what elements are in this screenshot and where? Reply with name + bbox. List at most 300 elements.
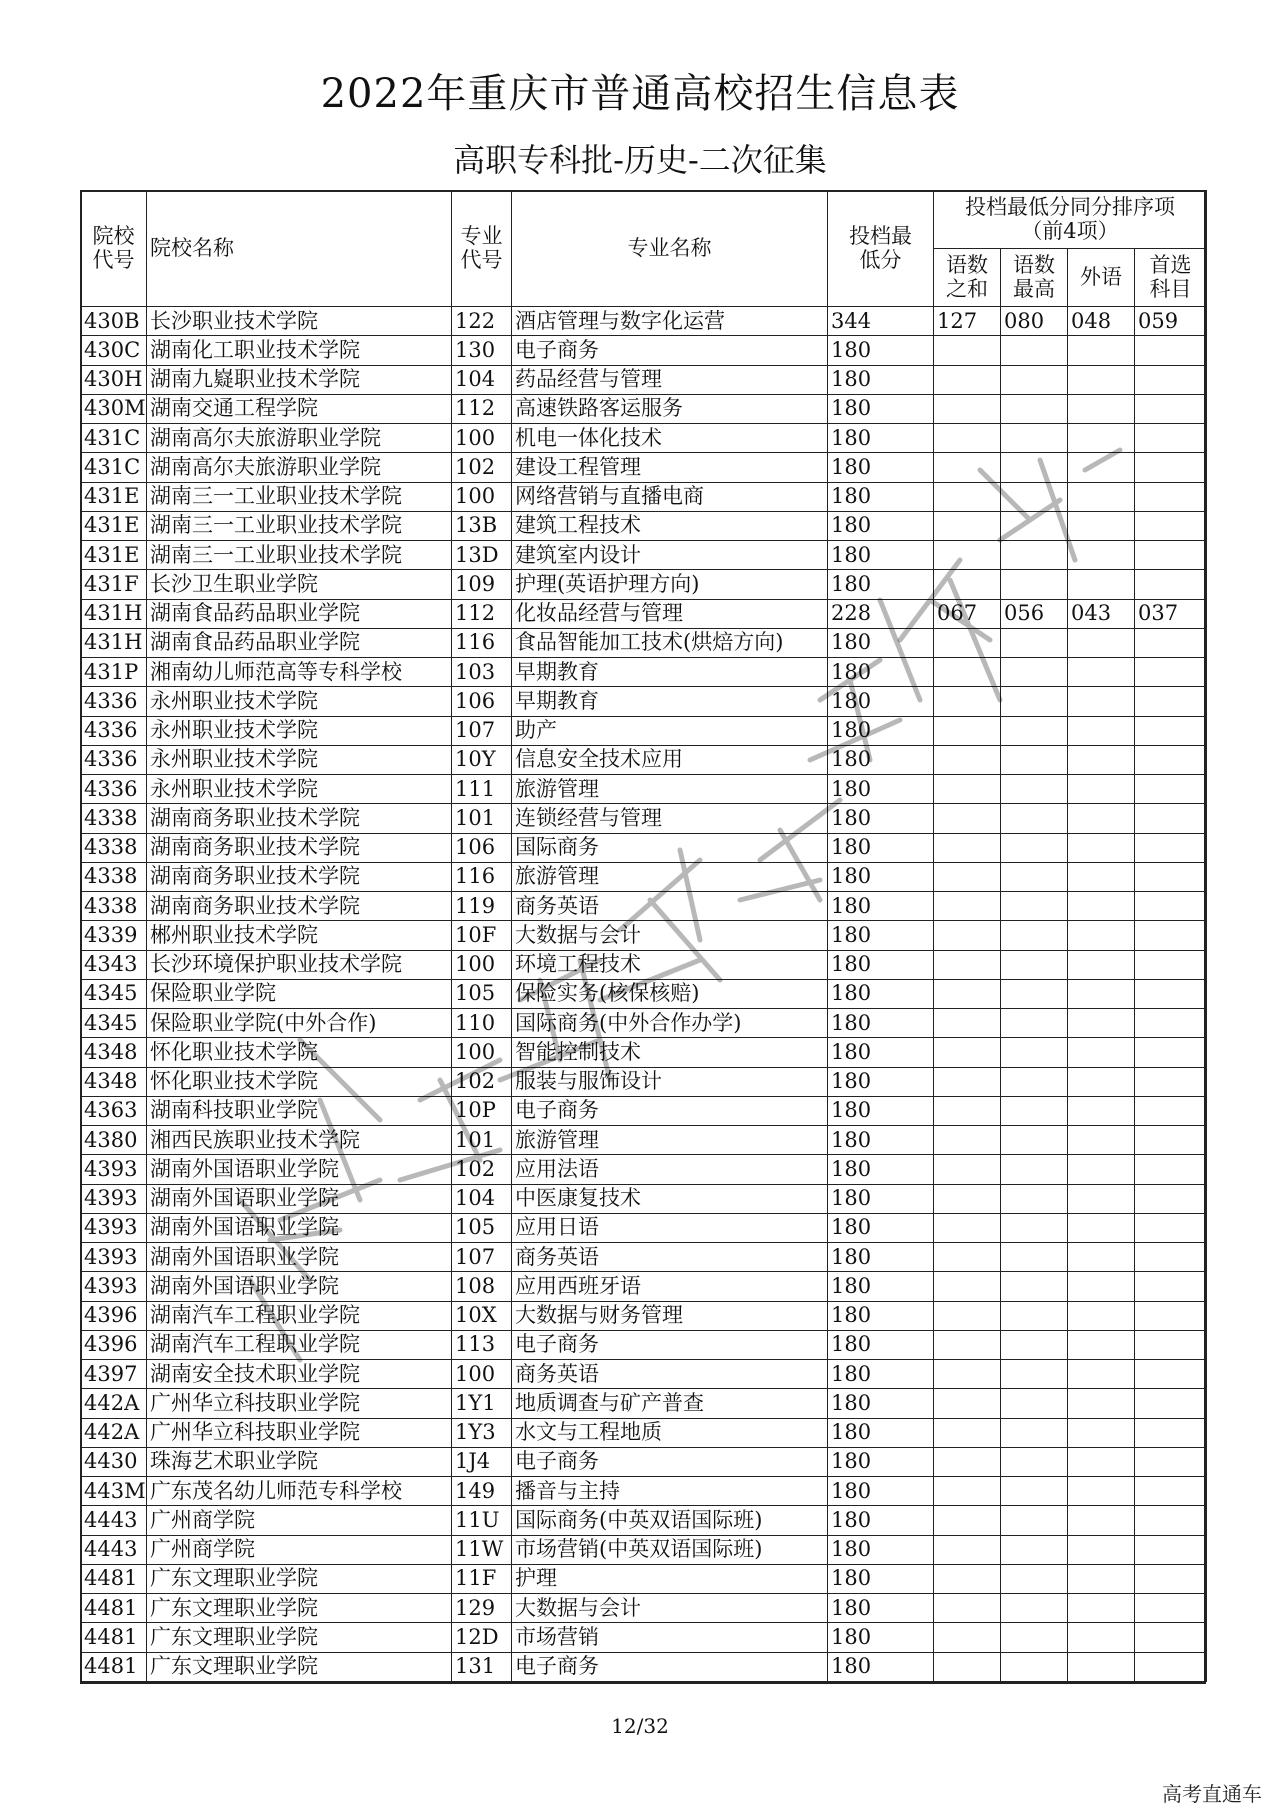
cell-school-name: 湖南商务职业技术学院 xyxy=(147,804,452,833)
cell-tiebreak-2 xyxy=(1001,1477,1068,1506)
cell-tiebreak-2 xyxy=(1001,1623,1068,1652)
cell-school-name: 湖南食品药品职业学院 xyxy=(147,628,452,657)
cell-tiebreak-1 xyxy=(934,1477,1001,1506)
cell-tiebreak-3 xyxy=(1068,1447,1135,1476)
cell-school-name: 怀化职业技术学院 xyxy=(147,1067,452,1096)
cell-tiebreak-2 xyxy=(1001,628,1068,657)
cell-tiebreak-2 xyxy=(1001,775,1068,804)
cell-tiebreak-1 xyxy=(934,1155,1001,1184)
cell-school-code: 4348 xyxy=(81,1067,147,1096)
table-row xyxy=(81,336,1207,365)
cell-major-name: 早期教育 xyxy=(512,687,828,716)
table-row xyxy=(81,424,1207,453)
cell-min-score: 180 xyxy=(828,1038,934,1067)
cell-school-code: 4393 xyxy=(81,1155,147,1184)
cell-tiebreak-4 xyxy=(1135,1243,1207,1272)
cell-school-code: 4397 xyxy=(81,1360,147,1389)
cell-major-code: 116 xyxy=(452,862,512,891)
cell-major-name: 连锁经营与管理 xyxy=(512,804,828,833)
cell-min-score: 180 xyxy=(828,921,934,950)
cell-min-score: 180 xyxy=(828,570,934,599)
cell-tiebreak-4 xyxy=(1135,833,1207,862)
cell-tiebreak-2 xyxy=(1001,1126,1068,1155)
cell-school-name: 湖南外国语职业学院 xyxy=(147,1155,452,1184)
cell-tiebreak-3 xyxy=(1068,1213,1135,1242)
cell-tiebreak-3 xyxy=(1068,804,1135,833)
cell-tiebreak-2 xyxy=(1001,687,1068,716)
cell-tiebreak-4 xyxy=(1135,1418,1207,1447)
cell-school-name: 保险职业学院 xyxy=(147,979,452,1008)
cell-tiebreak-2 xyxy=(1001,424,1068,453)
cell-major-code: 131 xyxy=(452,1652,512,1681)
table-row xyxy=(81,1652,1207,1681)
cell-tiebreak-2 xyxy=(1001,1418,1068,1447)
cell-major-name: 电子商务 xyxy=(512,1447,828,1476)
cell-tiebreak-4 xyxy=(1135,1272,1207,1301)
cell-tiebreak-2 xyxy=(1001,365,1068,394)
cell-school-code: 4336 xyxy=(81,745,147,774)
cell-tiebreak-2 xyxy=(1001,1360,1068,1389)
cell-min-score: 180 xyxy=(828,1301,934,1330)
cell-tiebreak-3 xyxy=(1068,541,1135,570)
cell-min-score: 180 xyxy=(828,1155,934,1184)
cell-tiebreak-3 xyxy=(1068,1623,1135,1652)
header-major-name: 专业名称 xyxy=(512,191,828,307)
table-row xyxy=(81,1418,1207,1447)
cell-min-score: 180 xyxy=(828,687,934,716)
cell-major-code: 111 xyxy=(452,775,512,804)
cell-major-name: 旅游管理 xyxy=(512,862,828,891)
cell-major-name: 应用西班牙语 xyxy=(512,1272,828,1301)
cell-min-score: 180 xyxy=(828,482,934,511)
cell-tiebreak-4 xyxy=(1135,1389,1207,1418)
cell-tiebreak-2 xyxy=(1001,336,1068,365)
cell-min-score: 180 xyxy=(828,394,934,423)
table-row xyxy=(81,1301,1207,1330)
cell-tiebreak-3 xyxy=(1068,1477,1135,1506)
header-school-name: 院校名称 xyxy=(147,191,452,307)
cell-major-code: 100 xyxy=(452,482,512,511)
cell-min-score: 180 xyxy=(828,1594,934,1623)
cell-major-code: 11U xyxy=(452,1506,512,1535)
cell-major-name: 市场营销 xyxy=(512,1623,828,1652)
table-row xyxy=(81,1564,1207,1593)
cell-min-score: 180 xyxy=(828,628,934,657)
cell-tiebreak-1 xyxy=(934,1564,1001,1593)
table-row xyxy=(81,1594,1207,1623)
table-row xyxy=(81,1096,1207,1125)
cell-school-name: 永州职业技术学院 xyxy=(147,687,452,716)
table-row xyxy=(81,1477,1207,1506)
cell-school-code: 431C xyxy=(81,424,147,453)
cell-major-code: 1Y1 xyxy=(452,1389,512,1418)
table-row xyxy=(81,687,1207,716)
cell-school-name: 湖南安全技术职业学院 xyxy=(147,1360,452,1389)
cell-major-name: 电子商务 xyxy=(512,1096,828,1125)
table-row xyxy=(81,1126,1207,1155)
cell-major-name: 大数据与会计 xyxy=(512,1594,828,1623)
cell-major-code: 119 xyxy=(452,892,512,921)
cell-tiebreak-3 xyxy=(1068,570,1135,599)
cell-major-code: 13B xyxy=(452,511,512,540)
cell-school-name: 怀化职业技术学院 xyxy=(147,1038,452,1067)
cell-tiebreak-3 xyxy=(1068,1272,1135,1301)
table-row xyxy=(81,1506,1207,1535)
cell-major-name: 化妆品经营与管理 xyxy=(512,599,828,628)
cell-major-code: 100 xyxy=(452,1360,512,1389)
cell-school-code: 443M xyxy=(81,1477,147,1506)
cell-tiebreak-2 xyxy=(1001,1506,1068,1535)
cell-tiebreak-4 xyxy=(1135,1096,1207,1125)
cell-tiebreak-1 xyxy=(934,979,1001,1008)
cell-tiebreak-4 xyxy=(1135,1184,1207,1213)
cell-school-code: 4396 xyxy=(81,1330,147,1359)
cell-major-code: 102 xyxy=(452,453,512,482)
cell-major-name: 旅游管理 xyxy=(512,775,828,804)
cell-school-code: 431P xyxy=(81,658,147,687)
cell-tiebreak-1 xyxy=(934,1213,1001,1242)
cell-school-code: 431H xyxy=(81,599,147,628)
table-row xyxy=(81,1213,1207,1242)
cell-major-code: 103 xyxy=(452,658,512,687)
cell-tiebreak-1 xyxy=(934,1096,1001,1125)
cell-tiebreak-2 xyxy=(1001,1184,1068,1213)
page-number: 12/32 xyxy=(611,1714,669,1738)
cell-tiebreak-2 xyxy=(1001,716,1068,745)
cell-min-score: 180 xyxy=(828,775,934,804)
cell-major-code: 11W xyxy=(452,1535,512,1564)
cell-major-code: 110 xyxy=(452,1009,512,1038)
table-row xyxy=(81,979,1207,1008)
cell-major-name: 中医康复技术 xyxy=(512,1184,828,1213)
cell-major-code: 116 xyxy=(452,628,512,657)
cell-school-name: 长沙卫生职业学院 xyxy=(147,570,452,599)
cell-major-code: 1Y3 xyxy=(452,1418,512,1447)
cell-tiebreak-4 xyxy=(1135,1126,1207,1155)
cell-school-name: 长沙职业技术学院 xyxy=(147,307,452,336)
cell-tiebreak-2 xyxy=(1001,745,1068,774)
cell-tiebreak-4 xyxy=(1135,921,1207,950)
cell-major-name: 应用法语 xyxy=(512,1155,828,1184)
cell-major-name: 机电一体化技术 xyxy=(512,424,828,453)
cell-tiebreak-2 xyxy=(1001,658,1068,687)
cell-school-name: 广东文理职业学院 xyxy=(147,1564,452,1593)
cell-tiebreak-3: 043 xyxy=(1068,599,1135,628)
header-major-code: 专业代号 xyxy=(452,191,512,307)
cell-tiebreak-1 xyxy=(934,628,1001,657)
header-school-code: 院校代号 xyxy=(81,191,147,307)
cell-tiebreak-4 xyxy=(1135,570,1207,599)
cell-tiebreak-3: 048 xyxy=(1068,307,1135,336)
table-row xyxy=(81,599,1207,628)
cell-min-score: 180 xyxy=(828,365,934,394)
cell-tiebreak-3 xyxy=(1068,628,1135,657)
cell-school-name: 湘西民族职业技术学院 xyxy=(147,1126,452,1155)
cell-tiebreak-4 xyxy=(1135,775,1207,804)
table-row xyxy=(81,1447,1207,1476)
cell-min-score: 180 xyxy=(828,336,934,365)
cell-tiebreak-3 xyxy=(1068,1155,1135,1184)
cell-tiebreak-3 xyxy=(1068,1126,1135,1155)
table-row xyxy=(81,1243,1207,1272)
cell-tiebreak-2 xyxy=(1001,1213,1068,1242)
cell-school-code: 4481 xyxy=(81,1594,147,1623)
cell-major-name: 建设工程管理 xyxy=(512,453,828,482)
cell-tiebreak-1 xyxy=(934,1360,1001,1389)
cell-major-name: 酒店管理与数字化运营 xyxy=(512,307,828,336)
cell-tiebreak-4 xyxy=(1135,1330,1207,1359)
cell-school-name: 湖南高尔夫旅游职业学院 xyxy=(147,424,452,453)
table-row xyxy=(81,892,1207,921)
cell-school-code: 431C xyxy=(81,453,147,482)
cell-school-code: 431E xyxy=(81,511,147,540)
cell-school-code: 4393 xyxy=(81,1243,147,1272)
cell-min-score: 180 xyxy=(828,1652,934,1681)
cell-tiebreak-3 xyxy=(1068,453,1135,482)
cell-tiebreak-1 xyxy=(934,921,1001,950)
cell-tiebreak-1 xyxy=(934,424,1001,453)
cell-tiebreak-2 xyxy=(1001,804,1068,833)
cell-tiebreak-1 xyxy=(934,658,1001,687)
cell-tiebreak-2 xyxy=(1001,862,1068,891)
cell-major-code: 11F xyxy=(452,1564,512,1593)
cell-major-name: 水文与工程地质 xyxy=(512,1418,828,1447)
cell-tiebreak-4 xyxy=(1135,1506,1207,1535)
cell-min-score: 180 xyxy=(828,950,934,979)
cell-major-code: 112 xyxy=(452,394,512,423)
cell-tiebreak-2 xyxy=(1001,1243,1068,1272)
cell-tiebreak-4 xyxy=(1135,1301,1207,1330)
cell-major-name: 旅游管理 xyxy=(512,1126,828,1155)
cell-school-name: 湖南高尔夫旅游职业学院 xyxy=(147,453,452,482)
header-tiebreak-3: 外语 xyxy=(1068,249,1135,307)
cell-major-name: 护理(英语护理方向) xyxy=(512,570,828,599)
cell-major-name: 信息安全技术应用 xyxy=(512,745,828,774)
cell-major-code: 12D xyxy=(452,1623,512,1652)
cell-tiebreak-2: 056 xyxy=(1001,599,1068,628)
cell-major-code: 107 xyxy=(452,1243,512,1272)
cell-min-score: 180 xyxy=(828,1389,934,1418)
header-min-score: 投档最低分 xyxy=(828,191,934,307)
cell-tiebreak-4 xyxy=(1135,1360,1207,1389)
cell-school-code: 4336 xyxy=(81,775,147,804)
cell-school-name: 湖南外国语职业学院 xyxy=(147,1243,452,1272)
cell-major-name: 应用日语 xyxy=(512,1213,828,1242)
cell-min-score: 180 xyxy=(828,1418,934,1447)
cell-school-code: 4338 xyxy=(81,892,147,921)
cell-tiebreak-2 xyxy=(1001,1652,1068,1681)
table-row xyxy=(81,745,1207,774)
cell-tiebreak-3 xyxy=(1068,394,1135,423)
admission-table xyxy=(80,190,1207,1682)
cell-min-score: 180 xyxy=(828,1360,934,1389)
header-tiebreak-4: 首选科目 xyxy=(1135,249,1207,307)
cell-major-name: 电子商务 xyxy=(512,1652,828,1681)
cell-tiebreak-2 xyxy=(1001,453,1068,482)
cell-major-code: 101 xyxy=(452,1126,512,1155)
cell-tiebreak-3 xyxy=(1068,1418,1135,1447)
cell-school-name: 湖南汽车工程职业学院 xyxy=(147,1330,452,1359)
cell-school-code: 4443 xyxy=(81,1535,147,1564)
cell-tiebreak-4 xyxy=(1135,804,1207,833)
cell-school-name: 湖南食品药品职业学院 xyxy=(147,599,452,628)
cell-school-code: 4393 xyxy=(81,1213,147,1242)
cell-school-name: 湖南外国语职业学院 xyxy=(147,1213,452,1242)
cell-tiebreak-3 xyxy=(1068,1184,1135,1213)
table-row xyxy=(81,1623,1207,1652)
cell-school-code: 430H xyxy=(81,365,147,394)
table-row xyxy=(81,1009,1207,1038)
table-row xyxy=(81,1067,1207,1096)
cell-school-name: 湖南交通工程学院 xyxy=(147,394,452,423)
table-body xyxy=(81,307,1207,1682)
cell-tiebreak-2 xyxy=(1001,833,1068,862)
cell-major-name: 电子商务 xyxy=(512,336,828,365)
cell-tiebreak-1: 067 xyxy=(934,599,1001,628)
cell-tiebreak-4 xyxy=(1135,979,1207,1008)
cell-major-name: 市场营销(中英双语国际班) xyxy=(512,1535,828,1564)
cell-tiebreak-4 xyxy=(1135,336,1207,365)
cell-tiebreak-3 xyxy=(1068,862,1135,891)
cell-major-name: 食品智能加工技术(烘焙方向) xyxy=(512,628,828,657)
cell-tiebreak-1 xyxy=(934,570,1001,599)
cell-major-name: 护理 xyxy=(512,1564,828,1593)
cell-tiebreak-1 xyxy=(934,1243,1001,1272)
cell-school-code: 430B xyxy=(81,307,147,336)
brand-label: 高考直通车 xyxy=(1162,1782,1262,1806)
cell-tiebreak-4 xyxy=(1135,511,1207,540)
cell-tiebreak-4 xyxy=(1135,1477,1207,1506)
cell-major-code: 122 xyxy=(452,307,512,336)
cell-min-score: 180 xyxy=(828,453,934,482)
cell-school-name: 湖南三一工业职业技术学院 xyxy=(147,482,452,511)
cell-school-code: 4393 xyxy=(81,1184,147,1213)
cell-tiebreak-1 xyxy=(934,1126,1001,1155)
cell-major-code: 104 xyxy=(452,365,512,394)
cell-tiebreak-4 xyxy=(1135,394,1207,423)
cell-major-name: 商务英语 xyxy=(512,1243,828,1272)
table-row xyxy=(81,1330,1207,1359)
cell-min-score: 180 xyxy=(828,833,934,862)
cell-tiebreak-1 xyxy=(934,1038,1001,1067)
cell-tiebreak-1 xyxy=(934,1594,1001,1623)
cell-tiebreak-2 xyxy=(1001,1301,1068,1330)
cell-major-name: 服装与服饰设计 xyxy=(512,1067,828,1096)
cell-tiebreak-4 xyxy=(1135,950,1207,979)
cell-school-code: 430M xyxy=(81,394,147,423)
cell-tiebreak-3 xyxy=(1068,833,1135,862)
cell-school-name: 珠海艺术职业学院 xyxy=(147,1447,452,1476)
cell-tiebreak-2: 080 xyxy=(1001,307,1068,336)
cell-school-name: 广州商学院 xyxy=(147,1506,452,1535)
cell-tiebreak-4 xyxy=(1135,453,1207,482)
cell-min-score: 180 xyxy=(828,804,934,833)
cell-tiebreak-2 xyxy=(1001,570,1068,599)
cell-major-name: 国际商务(中外合作办学) xyxy=(512,1009,828,1038)
cell-school-code: 431E xyxy=(81,541,147,570)
cell-tiebreak-2 xyxy=(1001,1330,1068,1359)
cell-tiebreak-1 xyxy=(934,453,1001,482)
cell-major-name: 早期教育 xyxy=(512,658,828,687)
cell-min-score: 180 xyxy=(828,1126,934,1155)
cell-tiebreak-4: 037 xyxy=(1135,599,1207,628)
cell-tiebreak-3 xyxy=(1068,365,1135,394)
cell-tiebreak-3 xyxy=(1068,1389,1135,1418)
cell-min-score: 180 xyxy=(828,1009,934,1038)
cell-min-score: 180 xyxy=(828,1477,934,1506)
cell-tiebreak-2 xyxy=(1001,892,1068,921)
cell-tiebreak-2 xyxy=(1001,482,1068,511)
cell-major-name: 商务英语 xyxy=(512,892,828,921)
cell-school-code: 4393 xyxy=(81,1272,147,1301)
cell-school-code: 431E xyxy=(81,482,147,511)
cell-tiebreak-2 xyxy=(1001,1535,1068,1564)
cell-tiebreak-1 xyxy=(934,1330,1001,1359)
table-row xyxy=(81,307,1207,336)
cell-school-code: 4339 xyxy=(81,921,147,950)
cell-tiebreak-3 xyxy=(1068,658,1135,687)
cell-major-code: 149 xyxy=(452,1477,512,1506)
cell-school-name: 广东文理职业学院 xyxy=(147,1594,452,1623)
cell-tiebreak-1 xyxy=(934,745,1001,774)
cell-min-score: 180 xyxy=(828,1272,934,1301)
cell-tiebreak-1 xyxy=(934,1389,1001,1418)
cell-min-score: 228 xyxy=(828,599,934,628)
cell-tiebreak-2 xyxy=(1001,1594,1068,1623)
cell-tiebreak-1 xyxy=(934,1506,1001,1535)
cell-major-code: 102 xyxy=(452,1067,512,1096)
cell-tiebreak-3 xyxy=(1068,1038,1135,1067)
cell-major-code: 102 xyxy=(452,1155,512,1184)
cell-tiebreak-4 xyxy=(1135,745,1207,774)
cell-school-name: 湖南外国语职业学院 xyxy=(147,1184,452,1213)
cell-tiebreak-4 xyxy=(1135,1009,1207,1038)
table-row xyxy=(81,658,1207,687)
table-header xyxy=(81,191,1207,307)
header-tiebreak-2: 语数最高 xyxy=(1001,249,1068,307)
cell-school-code: 4343 xyxy=(81,950,147,979)
table-row xyxy=(81,950,1207,979)
cell-min-score: 180 xyxy=(828,1623,934,1652)
cell-tiebreak-4 xyxy=(1135,1213,1207,1242)
cell-tiebreak-4 xyxy=(1135,628,1207,657)
cell-major-code: 105 xyxy=(452,1213,512,1242)
table-row xyxy=(81,1389,1207,1418)
cell-school-name: 广州华立科技职业学院 xyxy=(147,1418,452,1447)
cell-min-score: 180 xyxy=(828,1096,934,1125)
cell-tiebreak-2 xyxy=(1001,511,1068,540)
header-tiebreak-group: 投档最低分同分排序项（前4项） xyxy=(934,191,1207,249)
cell-tiebreak-1 xyxy=(934,1652,1001,1681)
cell-tiebreak-3 xyxy=(1068,1564,1135,1593)
cell-major-code: 112 xyxy=(452,599,512,628)
cell-tiebreak-2 xyxy=(1001,1038,1068,1067)
cell-tiebreak-1 xyxy=(934,394,1001,423)
cell-school-name: 永州职业技术学院 xyxy=(147,745,452,774)
cell-tiebreak-1: 127 xyxy=(934,307,1001,336)
cell-major-code: 107 xyxy=(452,716,512,745)
cell-major-code: 108 xyxy=(452,1272,512,1301)
cell-tiebreak-3 xyxy=(1068,336,1135,365)
cell-tiebreak-4 xyxy=(1135,1535,1207,1564)
cell-tiebreak-1 xyxy=(934,1418,1001,1447)
table-row xyxy=(81,1272,1207,1301)
cell-tiebreak-3 xyxy=(1068,1301,1135,1330)
table-row xyxy=(81,833,1207,862)
table-row xyxy=(81,775,1207,804)
cell-tiebreak-2 xyxy=(1001,394,1068,423)
cell-school-code: 4481 xyxy=(81,1652,147,1681)
